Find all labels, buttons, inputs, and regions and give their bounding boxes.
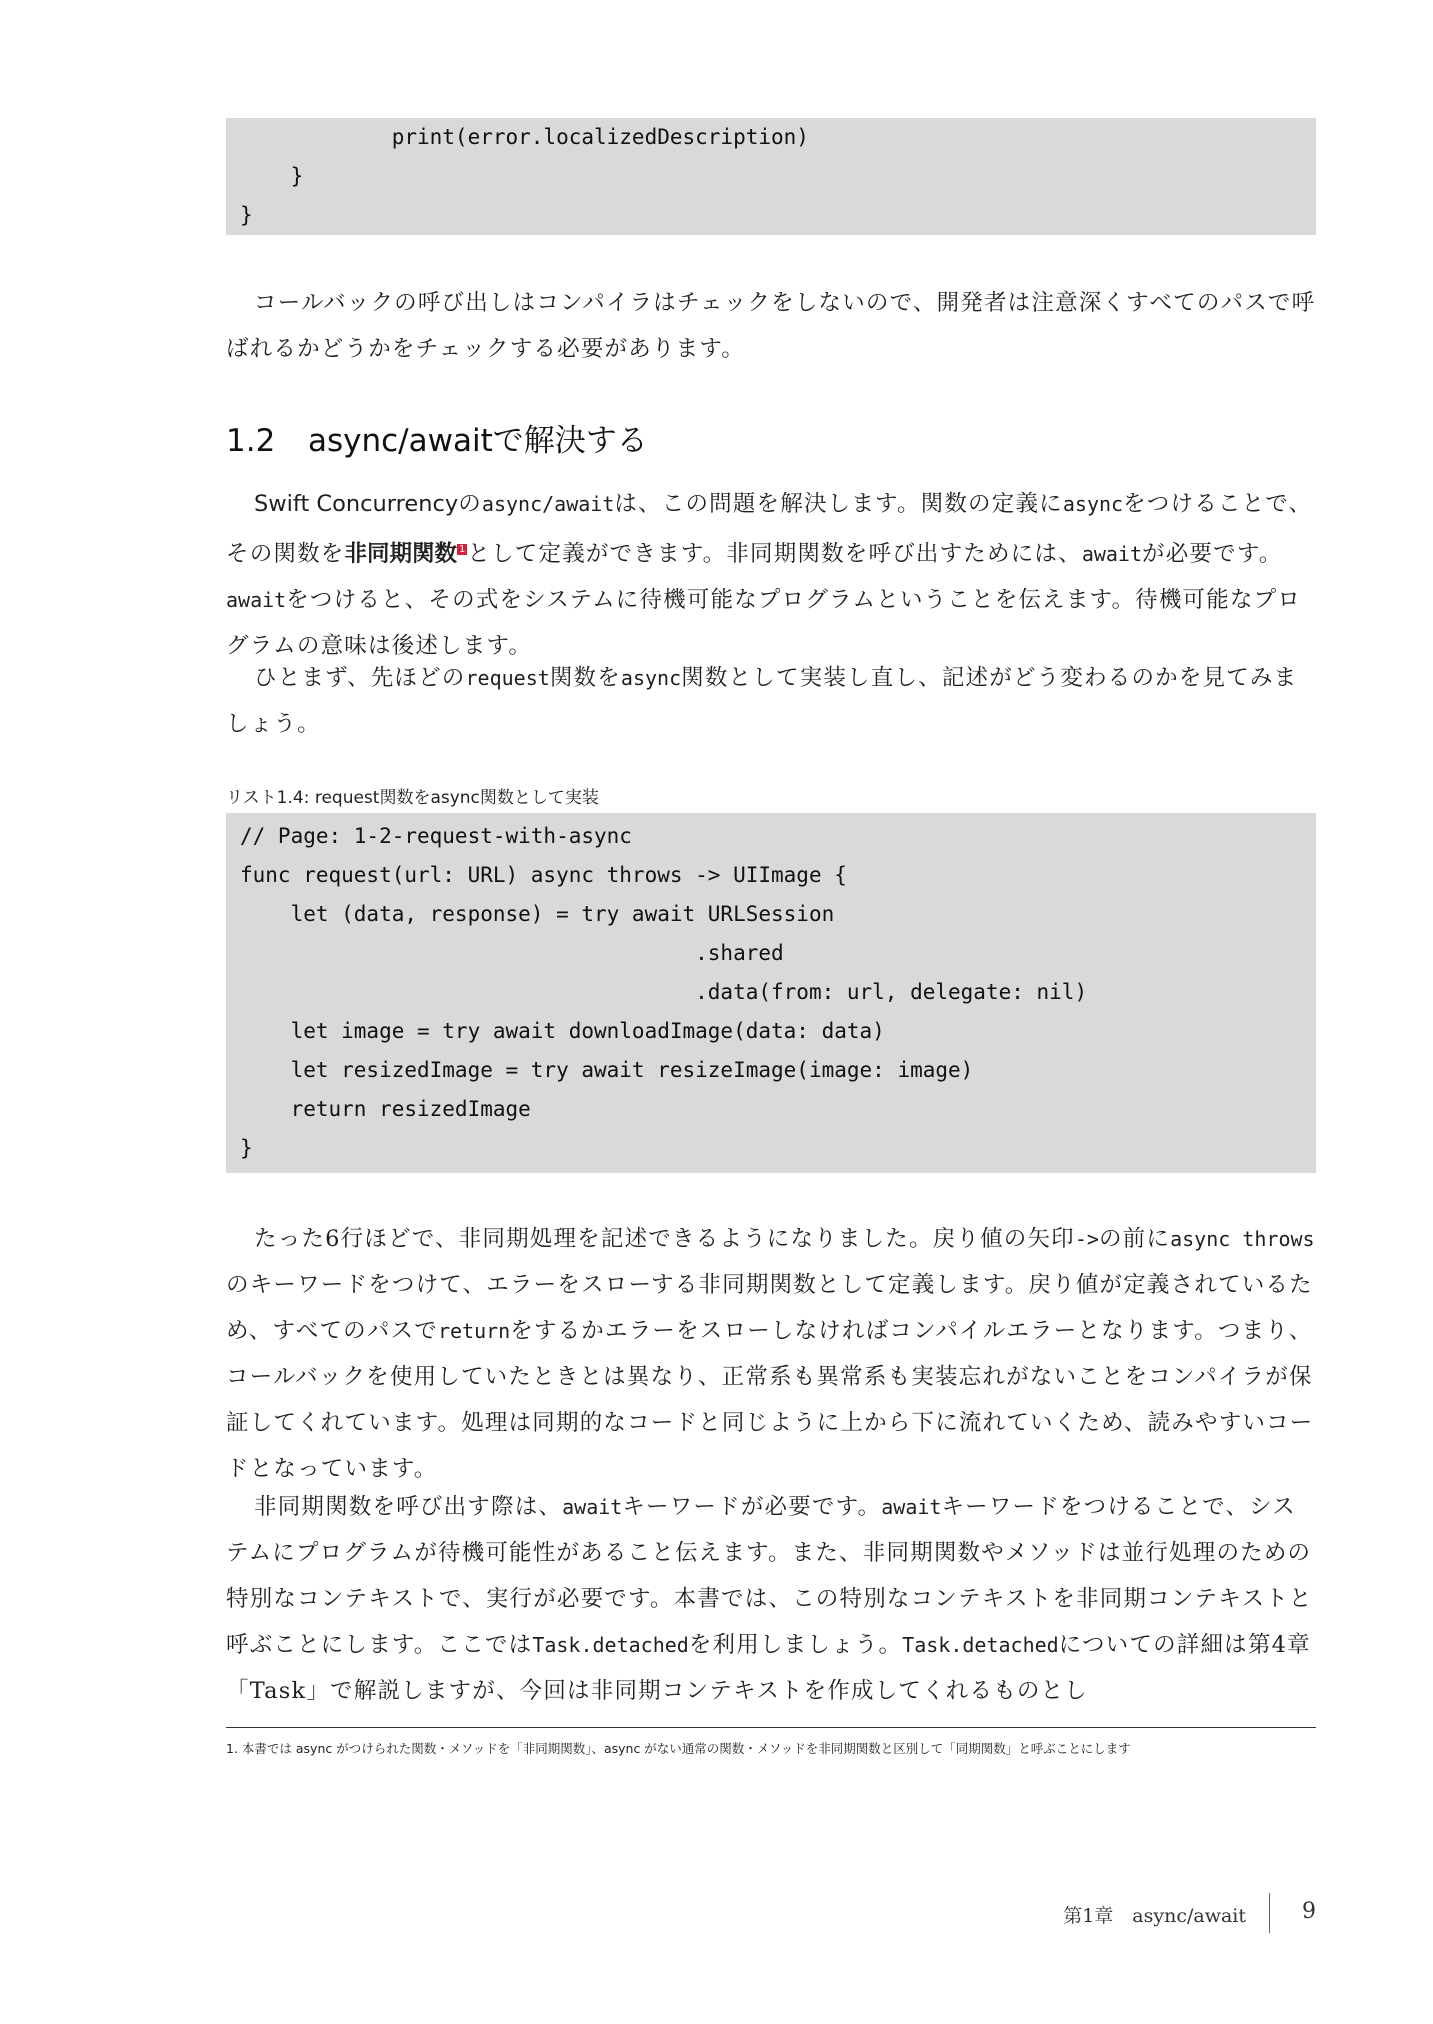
code-line: let (data, response) = try await URLSession xyxy=(240,902,835,926)
paragraph-async-await-intro: Swift Concurrencyのasync/awaitは、この問題を解決します。関数の定義にasyncをつけることで、その関数を非同期関数 $^1$として定義ができます。非同期関数を呼び出すためには、awaitが必要です。awaitをつけると、その式をシステムに待機可能なプログラムということを伝えます。待機可能なプログラムの意味は後述します。 xyxy=(226,491,1313,659)
section-number: 1.2 xyxy=(226,423,276,459)
code-line: return resizedImage xyxy=(240,1097,531,1121)
code-block-continuation xyxy=(226,118,1316,235)
page-number: 9 xyxy=(1302,1899,1316,1924)
section-title: async/awaitで解決する xyxy=(308,423,648,459)
code-line: } xyxy=(240,203,253,227)
term-async-function: 非同期関数 xyxy=(344,541,458,567)
chapter-label: 第1章 async/await xyxy=(1063,1905,1246,1927)
paragraph-six-lines: たった6行ほどで、非同期処理を記述できるようになりました。戻り値の矢印->の前にasync throwsのキーワードをつけて、エラーをスローする非同期関数として定義します。戻り値が定義されているため、すべてのパスでreturnをするかエラーをスローしなければコンパイルエラーとなります。つまり、コールバックを使用していたときとは異なり、正常系も異常系も実装忘れがないことをコンパイラが保証してくれています。処理は同期的なコードと同じように上から下に流れていくため、読みやすいコードとなっています。 xyxy=(226,1226,1315,1482)
code-line: let image = try await downloadImage(data: data) xyxy=(240,1019,885,1043)
code-line: .shared xyxy=(240,941,784,965)
footnote-marker[interactable]: 1 xyxy=(459,544,466,555)
code-block-listing xyxy=(226,813,1316,1173)
paragraph-rewrite-request: ひとまず、先ほどのrequest関数をasync関数として実装し直し、記述がどう変わるのかを見てみましょう。 xyxy=(226,665,1298,737)
listing-caption: リスト1.4: request関数をasync関数として実装 xyxy=(226,788,599,808)
paragraph-callback-check: コールバックの呼び出しはコンパイラはチェックをしないので、開発者は注意深くすべてのパスで呼ばれるかどうかをチェックする必要があります。 xyxy=(226,290,1316,362)
section-heading xyxy=(226,418,648,464)
code-line: .data(from: url, delegate: nil) xyxy=(240,980,1088,1004)
footnote: 1. 本書では async がつけられた関数・メソッドを「非同期関数」、async がない通常の関数・メソッドを非同期関数と区別して「同期関数」と呼ぶことにします xyxy=(226,1741,1131,1756)
code-line: print(error.localizedDescription) xyxy=(240,125,809,149)
code-line: // Page: 1-2-request-with-async xyxy=(240,824,632,848)
code-line: let resizedImage = try await resizeImage(image: image) xyxy=(240,1058,974,1082)
code-line: } xyxy=(240,1136,253,1160)
footnote-divider xyxy=(226,1727,1316,1728)
code-line: func request(url: URL) async throws -> UIImage { xyxy=(240,863,847,887)
code-line: } xyxy=(240,164,304,188)
paragraph-calling-async: 非同期関数を呼び出す際は、awaitキーワードが必要です。awaitキーワードをつけることで、システムにプログラムが待機可能性があること伝えます。また、非同期関数やメソッドは並行処理のための特別なコンテキストで、実行が必要です。本書では、この特別なコンテキストを非同期コンテキストと呼ぶことにします。ここではTask.detachedを利用しましょう。Task.detachedについての詳細は第4章「Task」で解説しますが、今回は非同期コンテキストを作成してくれるものとし xyxy=(226,1494,1313,1704)
footer-divider xyxy=(1269,1893,1270,1933)
page-footer xyxy=(1063,1893,1316,1933)
